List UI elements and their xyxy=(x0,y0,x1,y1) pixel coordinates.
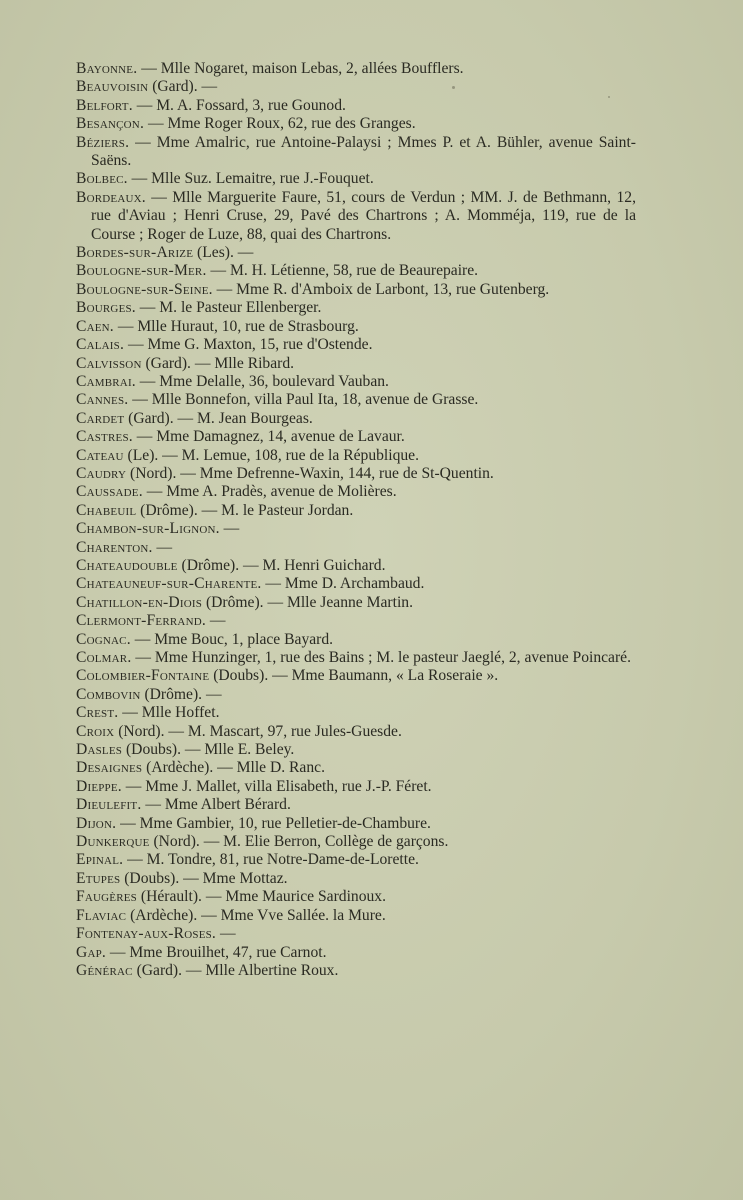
entry-city: Crest. xyxy=(76,704,119,722)
entry-city: Chatillon-en-Diois xyxy=(76,593,203,611)
entry-city: Flaviac xyxy=(76,906,127,924)
entry-city: Caussade. xyxy=(76,483,143,501)
entry-city: Cardet xyxy=(76,409,125,427)
directory-entry xyxy=(76,391,636,409)
entry-details: (Gard). — M. Jean Bourgeas. xyxy=(124,409,313,427)
entry-details: — Mlle Suz. Lemaitre, rue J.-Fouquet. xyxy=(127,170,374,188)
entry-details: — Mme J. Mallet, villa Elisabeth, rue J.-P. Féret. xyxy=(121,777,432,795)
entry-city: Cannes. xyxy=(76,391,129,409)
directory-entry xyxy=(76,888,636,906)
directory-entry xyxy=(76,299,636,317)
directory-entry xyxy=(76,355,636,373)
entry-details: — Mme Albert Bérard. xyxy=(141,796,291,814)
entry-city: Chabeuil xyxy=(76,501,137,519)
entry-city: Chateauneuf-sur-Charente. xyxy=(76,575,262,593)
directory-entry xyxy=(76,78,636,96)
entry-city: Besançon. xyxy=(76,115,145,133)
entry-city: Belfort. xyxy=(76,96,133,114)
directory-entry xyxy=(76,851,636,869)
entry-city: Boulogne-sur-Mer. xyxy=(76,262,207,280)
entry-city: Cateau xyxy=(76,446,124,464)
entry-city: Cognac. xyxy=(76,630,131,648)
directory-entry xyxy=(76,189,636,244)
directory-entry xyxy=(76,428,636,446)
entry-city: Dieulefit. xyxy=(76,796,142,814)
entry-details: — M. Tondre, 81, rue Notre-Dame-de-Lorette. xyxy=(123,851,419,869)
entry-details: (Gard). — xyxy=(148,78,218,96)
entry-city: Clermont-Ferrand. xyxy=(76,612,206,630)
entry-city: Béziers. xyxy=(76,133,130,151)
entry-city: Chateaudouble xyxy=(76,556,178,574)
directory-entry xyxy=(76,612,636,630)
entry-details: — Mme Roger Roux, 62, rue des Granges. xyxy=(144,115,416,133)
entry-details: (Nord). — M. Elie Berron, Collège de garçons. xyxy=(149,833,449,851)
entry-city: Epinal. xyxy=(76,851,124,869)
directory-entry xyxy=(76,667,636,685)
entry-details: (Drôme). — M. le Pasteur Jordan. xyxy=(136,501,354,519)
directory-entry xyxy=(76,741,636,759)
entry-details: — Mme G. Maxton, 15, rue d'Ostende. xyxy=(124,336,373,354)
directory-entry xyxy=(76,686,636,704)
entry-details: (Doubs). — Mme Baumann, « La Roseraie ». xyxy=(209,667,499,685)
entry-details: — M. H. Létienne, 58, rue de Beaurepaire. xyxy=(206,262,479,280)
entry-city: Caudry xyxy=(76,464,127,482)
directory-entry xyxy=(76,944,636,962)
directory-entry xyxy=(76,649,636,667)
entry-city: Croix xyxy=(76,722,115,740)
entry-city: Dasles xyxy=(76,741,123,759)
entry-city: Chambon-sur-Lignon. xyxy=(76,520,220,538)
directory-entry xyxy=(76,244,636,262)
entry-details: — Mlle Huraut, 10, rue de Strasbourg. xyxy=(113,317,359,335)
directory-entry xyxy=(76,925,636,943)
directory-entry xyxy=(76,336,636,354)
entry-details: (Hérault). — Mme Maurice Sardinoux. xyxy=(137,888,386,906)
entry-details: — Mme Amalric, rue Antoine-Palaysi ; Mmes P. et A. Bühler, avenue Saint-Saëns. xyxy=(91,133,636,170)
directory-entry xyxy=(76,594,636,612)
directory-entry xyxy=(76,134,636,171)
entry-details: — Mme Delalle, 36, boulevard Vauban. xyxy=(135,372,389,390)
entry-city: Castres. xyxy=(76,428,133,446)
directory-entry xyxy=(76,815,636,833)
entry-city: Gap. xyxy=(76,943,107,961)
directory-entry xyxy=(76,631,636,649)
directory-entry xyxy=(76,410,636,428)
entry-city: Combovin xyxy=(76,685,141,703)
entry-details: (Gard). — Mlle Albertine Roux. xyxy=(132,961,339,979)
entry-details: — Mme Damagnez, 14, avenue de Lavaur. xyxy=(132,428,405,446)
entry-details: — Mme Gambier, 10, rue Pelletier-de-Chambure. xyxy=(116,814,431,832)
directory-entry xyxy=(76,520,636,538)
entry-details: — xyxy=(205,612,226,630)
entry-city: Cambrai. xyxy=(76,372,136,390)
entry-details: — Mme D. Archambaud. xyxy=(261,575,425,593)
directory-entry xyxy=(76,483,636,501)
entry-city: Colmar. xyxy=(76,649,132,666)
directory-entry xyxy=(76,778,636,796)
entry-details: — Mlle Hoffet. xyxy=(118,704,220,722)
entry-city: Dieppe. xyxy=(76,777,122,795)
entry-details: (Nord). — Mme Defrenne-Waxin, 144, rue de St-Quentin. xyxy=(126,464,494,482)
directory-entry xyxy=(76,318,636,336)
directory-entry xyxy=(76,281,636,299)
directory-entry xyxy=(76,262,636,280)
entry-details: (Nord). — M. Mascart, 97, rue Jules-Guesde. xyxy=(114,722,402,740)
directory-entry xyxy=(76,907,636,925)
entry-city: Colombier-Fontaine xyxy=(76,667,210,685)
entry-details: (Ardèche). — Mlle D. Ranc. xyxy=(142,759,325,777)
entry-details: — Mlle Nogaret, maison Lebas, 2, allées Boufflers. xyxy=(137,60,464,77)
entry-details: — xyxy=(219,520,240,538)
entry-city: Dunkerque xyxy=(76,833,150,851)
entry-details: — Mme A. Pradès, avenue de Molières. xyxy=(142,483,397,501)
entry-details: — xyxy=(216,925,236,943)
entry-city: Faugères xyxy=(76,888,137,906)
entry-city: Calvisson xyxy=(76,354,142,372)
entry-city: Beauvoisin xyxy=(76,78,149,96)
entry-city: Boulogne-sur-Seine. xyxy=(76,280,213,298)
directory-entry xyxy=(76,833,636,851)
directory-entry xyxy=(76,60,636,78)
entry-details: — xyxy=(152,538,173,556)
entry-city: Fontenay-aux-Roses. xyxy=(76,925,217,943)
entry-city: Charenton. xyxy=(76,538,153,556)
entry-details: — M. le Pasteur Ellenberger. xyxy=(135,299,322,317)
directory-entry xyxy=(76,539,636,557)
directory-entry xyxy=(76,962,636,980)
entry-details: — Mlle Bonnefon, villa Paul Ita, 18, avenue de Grasse. xyxy=(128,391,479,409)
entry-details: — Mme Brouilhet, 47, rue Carnot. xyxy=(106,943,327,961)
entry-details: (Drôme). — xyxy=(140,685,222,703)
entry-city: Bayonne. xyxy=(76,60,138,77)
directory-entry xyxy=(76,465,636,483)
entry-details: — Mme R. d'Amboix de Larbont, 13, rue Gutenberg. xyxy=(212,280,550,298)
directory-entry xyxy=(76,115,636,133)
entry-details: — Mme Hunzinger, 1, rue des Bains ; M. le pasteur Jaeglé, 2, avenue Poincaré. xyxy=(131,649,631,666)
entry-city: Générac xyxy=(76,961,133,979)
entry-details: (Drôme). — Mlle Jeanne Martin. xyxy=(202,593,413,611)
entry-city: Caen. xyxy=(76,317,114,335)
entry-details: — Mlle Marguerite Faure, 51, cours de Verdun ; MM. J. de Bethmann, 12, rue d'Aviau ; Henri Cruse, 29, Pavé des Chartrons ; A. Momméja, 119, rue de la Course ; Roger de Luze, 88, quai des Chartrons. xyxy=(91,188,636,243)
directory-entry xyxy=(76,723,636,741)
entry-city: Bolbec. xyxy=(76,170,128,188)
entry-details: (Les). — xyxy=(193,244,254,262)
entry-details: (Le). — M. Lemue, 108, rue de la République. xyxy=(123,446,419,464)
directory-entry xyxy=(76,557,636,575)
entry-city: Dijon. xyxy=(76,814,117,832)
entry-details: — M. A. Fossard, 3, rue Gounod. xyxy=(132,96,346,114)
entry-details: (Drôme). — M. Henri Guichard. xyxy=(177,556,386,574)
entry-city: Bordes-sur-Arize xyxy=(76,244,194,262)
directory-entry xyxy=(76,170,636,188)
directory-entry xyxy=(76,796,636,814)
directory-entry xyxy=(76,870,636,888)
entry-city: Bourges. xyxy=(76,299,136,317)
entry-city: Desaignes xyxy=(76,759,143,777)
directory-entry xyxy=(76,575,636,593)
entry-details: (Ardèche). — Mme Vve Sallée. la Mure. xyxy=(126,906,386,924)
directory-entry xyxy=(76,97,636,115)
directory-entry xyxy=(76,373,636,391)
directory-entry xyxy=(76,502,636,520)
entry-city: Calais. xyxy=(76,336,125,354)
entry-details: — Mme Bouc, 1, place Bayard. xyxy=(130,630,334,648)
entry-details: (Doubs). — Mlle E. Beley. xyxy=(122,741,295,759)
entry-city: Bordeaux. xyxy=(76,188,146,206)
entry-city: Etupes xyxy=(76,869,121,887)
address-directory-list xyxy=(76,60,636,980)
directory-entry xyxy=(76,704,636,722)
directory-entry xyxy=(76,759,636,777)
directory-entry xyxy=(76,447,636,465)
entry-details: (Gard). — Mlle Ribard. xyxy=(141,354,295,372)
entry-details: (Doubs). — Mme Mottaz. xyxy=(120,869,288,887)
